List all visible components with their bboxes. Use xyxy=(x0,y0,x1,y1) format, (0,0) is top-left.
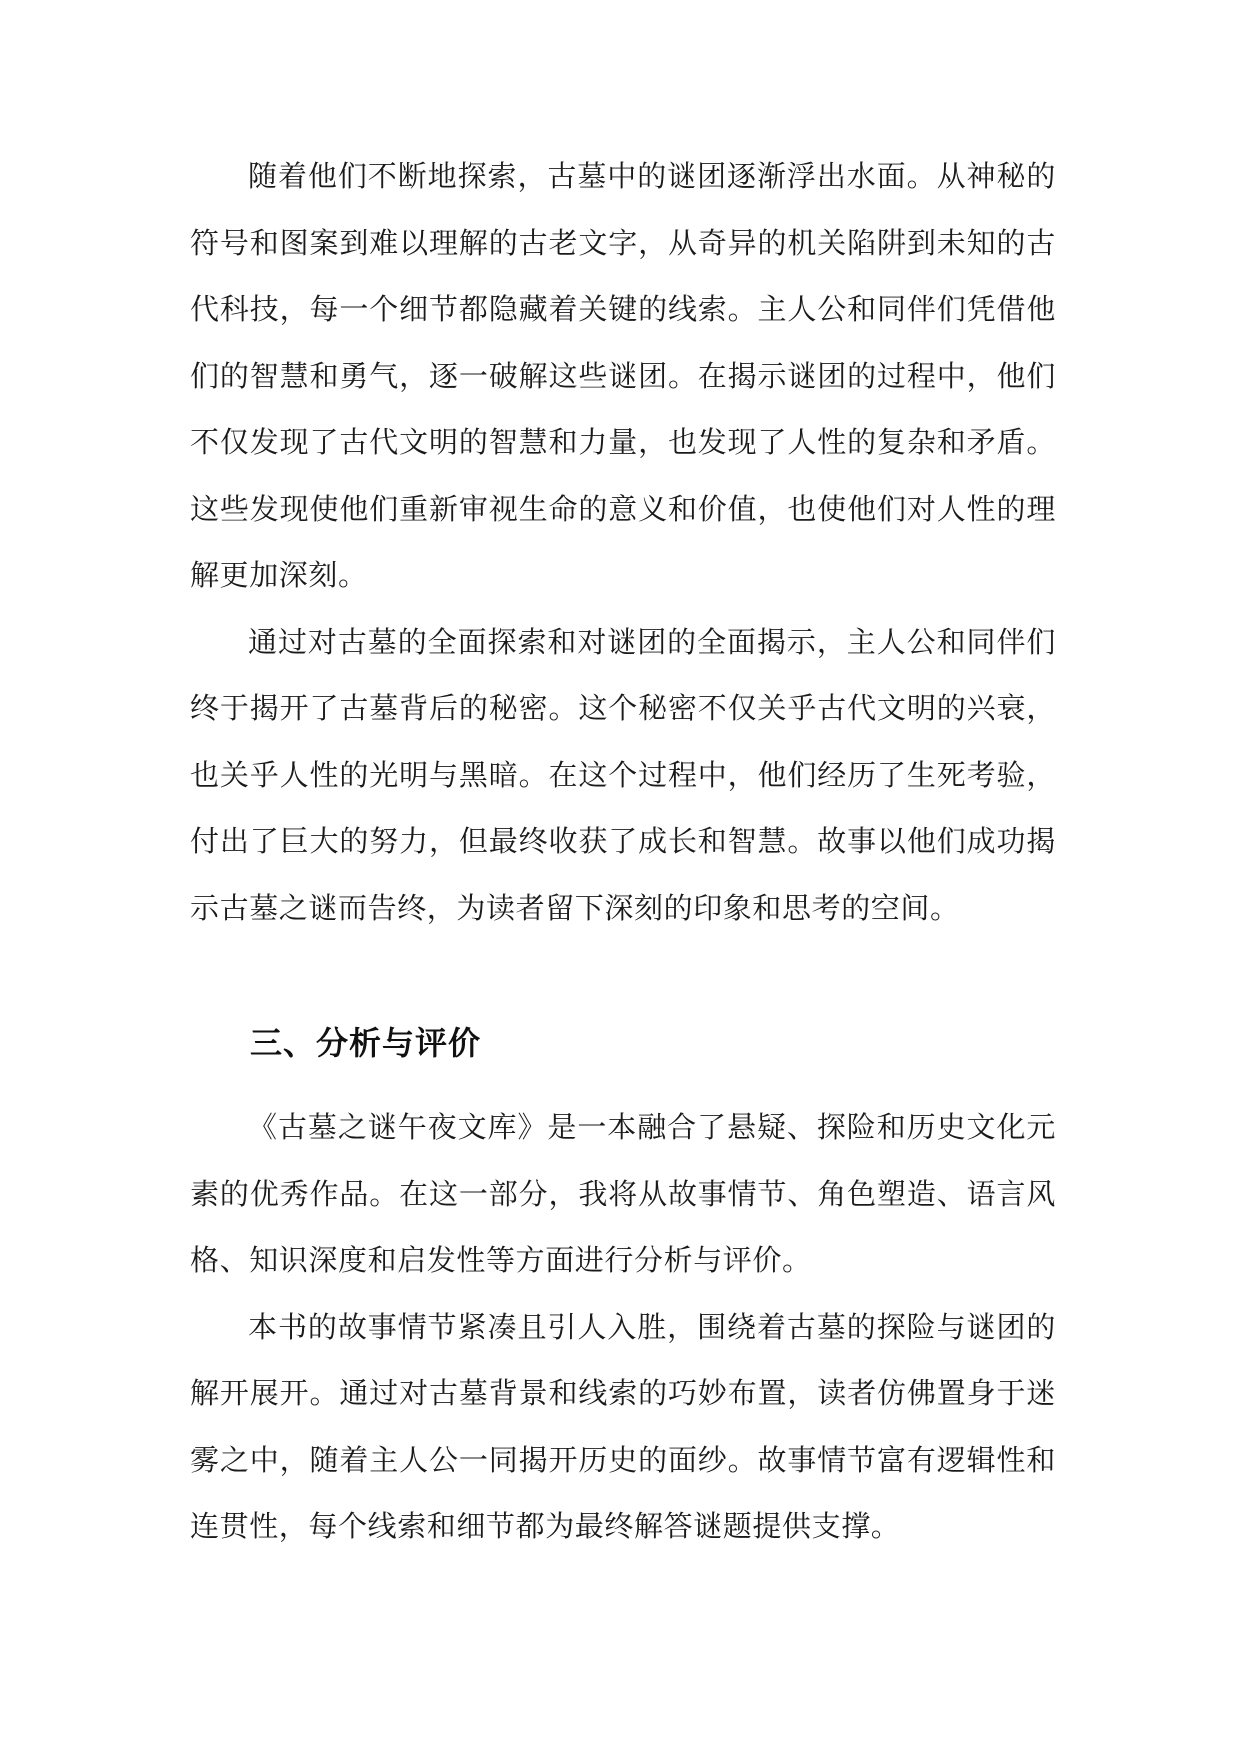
paragraph-secret-revealed: 通过对古墓的全面探索和对谜团的全面揭示，主人公和同伴们终于揭开了古墓背后的秘密。这个秘密不仅关乎古代文明的兴衰，也关乎人性的光明与黑暗。在这个过程中，他们经历了生死考验，付出了巨大的努力，但最终收获了成长和智慧。故事以他们成功揭示古墓之谜而告终，为读者留下深刻的印象和思考的空间。 xyxy=(190,624,1056,925)
section-heading: 三、分析与评价 xyxy=(250,1024,482,1062)
paragraph-plot-analysis: 本书的故事情节紧凑且引人入胜，围绕着古墓的探险与谜团的解开展开。通过对古墓背景和线索的巧妙布置，读者仿佛置身于迷雾之中，随着主人公一同揭开历史的面纱。故事情节富有逻辑性和连贯性，每个线索和细节都为最终解答谜题提供支撑。 xyxy=(190,1309,1056,1543)
paragraph-book-overview: 《古墓之谜午夜文库》是一本融合了悬疑、探险和历史文化元素的优秀作品。在这一部分，我将从故事情节、角色塑造、语言风格、知识深度和启发性等方面进行分析与评价。 xyxy=(190,1110,1056,1277)
page-content xyxy=(190,143,1056,1560)
paragraph-mystery-unfolding: 随着他们不断地探索，古墓中的谜团逐渐浮出水面。从神秘的符号和图案到难以理解的古老文字，从奇异的机关陷阱到未知的古代科技，每一个细节都隐藏着关键的线索。主人公和同伴们凭借他们的智慧和勇气，逐一破解这些谜团。在揭示谜团的过程中，他们不仅发现了古代文明的智慧和力量，也发现了人性的复杂和矛盾。这些发现使他们重新审视生命的意义和价值，也使他们对人性的理解更加深刻。 xyxy=(190,159,1056,592)
